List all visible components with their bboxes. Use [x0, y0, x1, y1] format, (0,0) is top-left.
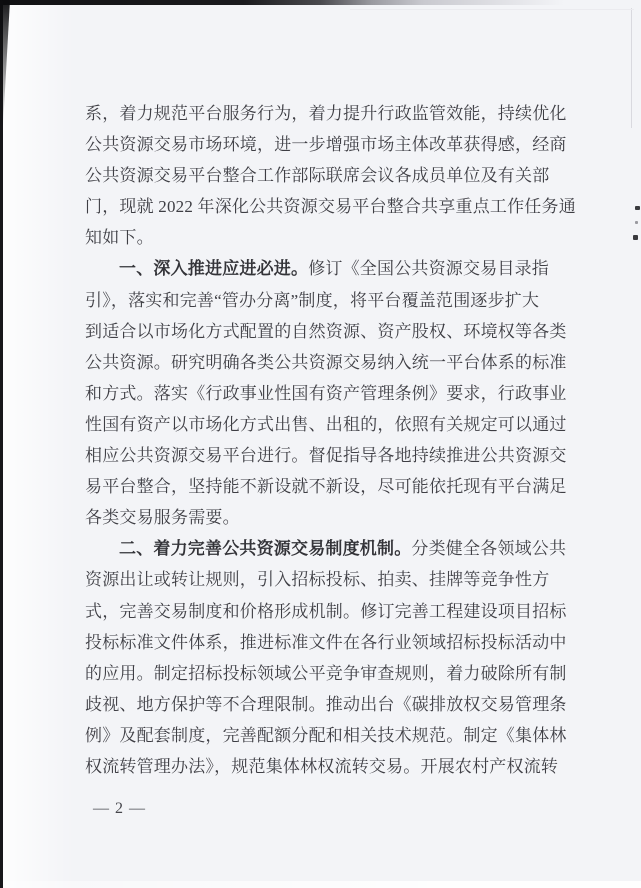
section-2-paragraph — [85, 533, 567, 782]
text-line — [85, 533, 567, 564]
scan-top-hairline — [350, 9, 634, 10]
section-1-heading: 一、深入推进应进必进。 — [119, 259, 309, 279]
scan-corner-shadow — [0, 0, 10, 130]
text-line: 资源出让或转让规则，引入招标投标、拍卖、挂牌等竞争性方 — [85, 570, 550, 590]
scan-speck — [635, 221, 638, 224]
text-line: 性国有资产以市场化方式出售、出租的，依照有关规定可以通过 — [85, 414, 567, 434]
scan-speck — [633, 235, 638, 240]
scan-speck — [635, 206, 640, 210]
text-line: 系，着力规范平台服务行为，着力提升行政监管效能，持续优化 — [85, 104, 567, 123]
section-2-heading: 二、着力完善公共资源交易制度机制。 — [119, 539, 412, 559]
text-line: 权流转管理办法》，规范集体林权流转交易。开展农村产权流转 — [85, 756, 559, 776]
page-number: — 2 — — [93, 800, 146, 818]
text-line: 歧视、地方保护等不合理限制。推动出台《碳排放权交易管理条 — [85, 694, 567, 714]
text-line: 的应用。制定招标投标领域公平竞争审查规则，着力破除所有制 — [85, 663, 567, 683]
text-line: 式，完善交易制度和价格形成机制。修订完善工程建设项目招标 — [85, 601, 567, 621]
section-1-paragraph — [85, 253, 567, 533]
document-body — [85, 98, 576, 824]
text-line: 到适合以市场化方式配置的自然资源、资产股权、环境权等各类 — [85, 321, 567, 341]
paper-left-highlight — [3, 0, 75, 888]
text-line: 公共资源交易市场环境，进一步增强市场主体改革获得感，经商 — [85, 135, 567, 155]
scan-right-hairline — [631, 8, 632, 128]
text-line: 知如下。 — [85, 228, 154, 248]
text-line: 公共资源。研究明确各类公共资源交易纳入统一平台体系的标准 — [85, 352, 567, 372]
text-line: 易平台整合，坚持能不新设就不新设，尽可能依托现有平台满足 — [85, 477, 567, 497]
section-2-lead-text: 分类健全各领域公共 — [411, 539, 567, 559]
paragraph-continuation — [85, 98, 576, 253]
text-line: 引》，落实和完善“管办分离”制度，将平台覆盖范围逐步扩大 — [85, 290, 540, 310]
text-line: 公共资源交易平台整合工作部际联席会议各成员单位及有关部 — [85, 166, 550, 186]
text-line: 门，现就 2022 年深化公共资源交易平台整合共享重点工作任务通 — [85, 197, 576, 217]
scan-edge-top — [0, 0, 641, 5]
paper-bottom-highlight — [0, 881, 641, 888]
scan-edge-left — [0, 0, 3, 888]
text-line: 例》及配套制度，完善配额分配和相关技术规范。制定《集体林 — [85, 725, 567, 745]
text-line: 和方式。落实《行政事业性国有资产管理条例》要求，行政事业 — [85, 383, 567, 403]
text-line: 相应公共资源交易平台进行。督促指导各地持续推进公共资源交 — [85, 446, 567, 466]
text-line: 各类交易服务需要。 — [85, 508, 240, 528]
section-1-lead-text: 修订《全国公共资源交易目录指 — [308, 259, 550, 279]
text-line: 投标标准文件体系，推进标准文件在各行业领域招标投标活动中 — [85, 632, 567, 652]
text-line — [85, 253, 567, 284]
